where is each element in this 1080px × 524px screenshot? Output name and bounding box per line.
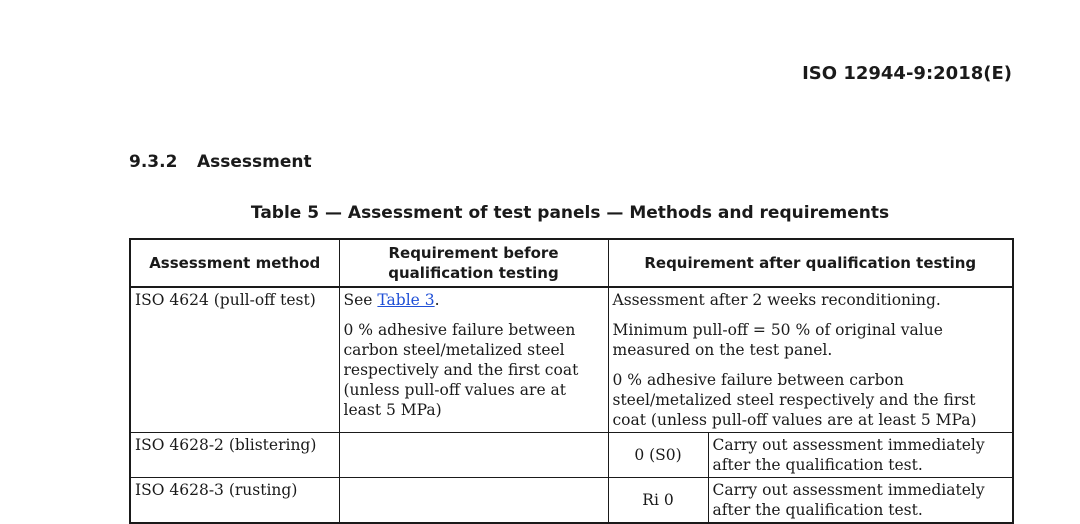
table-row [130, 433, 1013, 478]
header-requirement-after: Requirement after qualification testing [608, 239, 1013, 287]
reconditioning-text: Assessment after 2 weeks reconditioning. [612, 291, 941, 309]
requirement-before-cell [339, 478, 608, 524]
section-title: Assessment [197, 152, 312, 172]
method-cell: ISO 4628-2 (blistering) [130, 433, 339, 478]
see-table-line [344, 290, 604, 310]
section-number: 9.3.2 [129, 152, 178, 172]
requirement-value-cell: 0 (S0) [608, 433, 708, 478]
requirement-note-cell: Carry out assessment immediately after the qualification test. [708, 433, 1013, 478]
requirement-value-cell: Ri 0 [608, 478, 708, 524]
requirement-after-cell [608, 287, 1013, 433]
table-3-link[interactable]: Table 3 [377, 291, 435, 309]
table-header-row [130, 239, 1013, 287]
adhesive-failure-text: 0 % adhesive failure between carbon steel/metalized steel respectively and the first coat (unless pull-off values are at least 5 MPa) [343, 321, 579, 419]
document-id: ISO 12944-9:2018(E) [802, 63, 1012, 84]
minimum-pull-off-text: Minimum pull-off = 50 % of original value measured on the test panel. [612, 321, 943, 359]
see-suffix: . [434, 291, 440, 309]
adhesive-failure-after-text: 0 % adhesive failure between carbon steel/metalized steel respectively and the first coat (unless pull-off values are at least 5 MPa) [612, 371, 977, 429]
table-row [130, 287, 1013, 433]
requirement-before-cell [339, 433, 608, 478]
see-prefix: See [343, 291, 378, 309]
method-cell: ISO 4628-3 (rusting) [130, 478, 339, 524]
requirement-before-cell [339, 287, 608, 433]
assessment-table [129, 238, 1014, 524]
requirement-note-cell: Carry out assessment immediately after the qualification test. [708, 478, 1013, 524]
header-assessment-method: Assessment method [130, 239, 339, 287]
table-caption: Table 5 — Assessment of test panels — Methods and requirements [250, 203, 890, 223]
method-cell: ISO 4624 (pull-off test) [130, 287, 339, 433]
table-row [130, 478, 1013, 524]
section-heading [129, 152, 312, 172]
header-requirement-before: Requirement before qualification testing [339, 239, 608, 287]
